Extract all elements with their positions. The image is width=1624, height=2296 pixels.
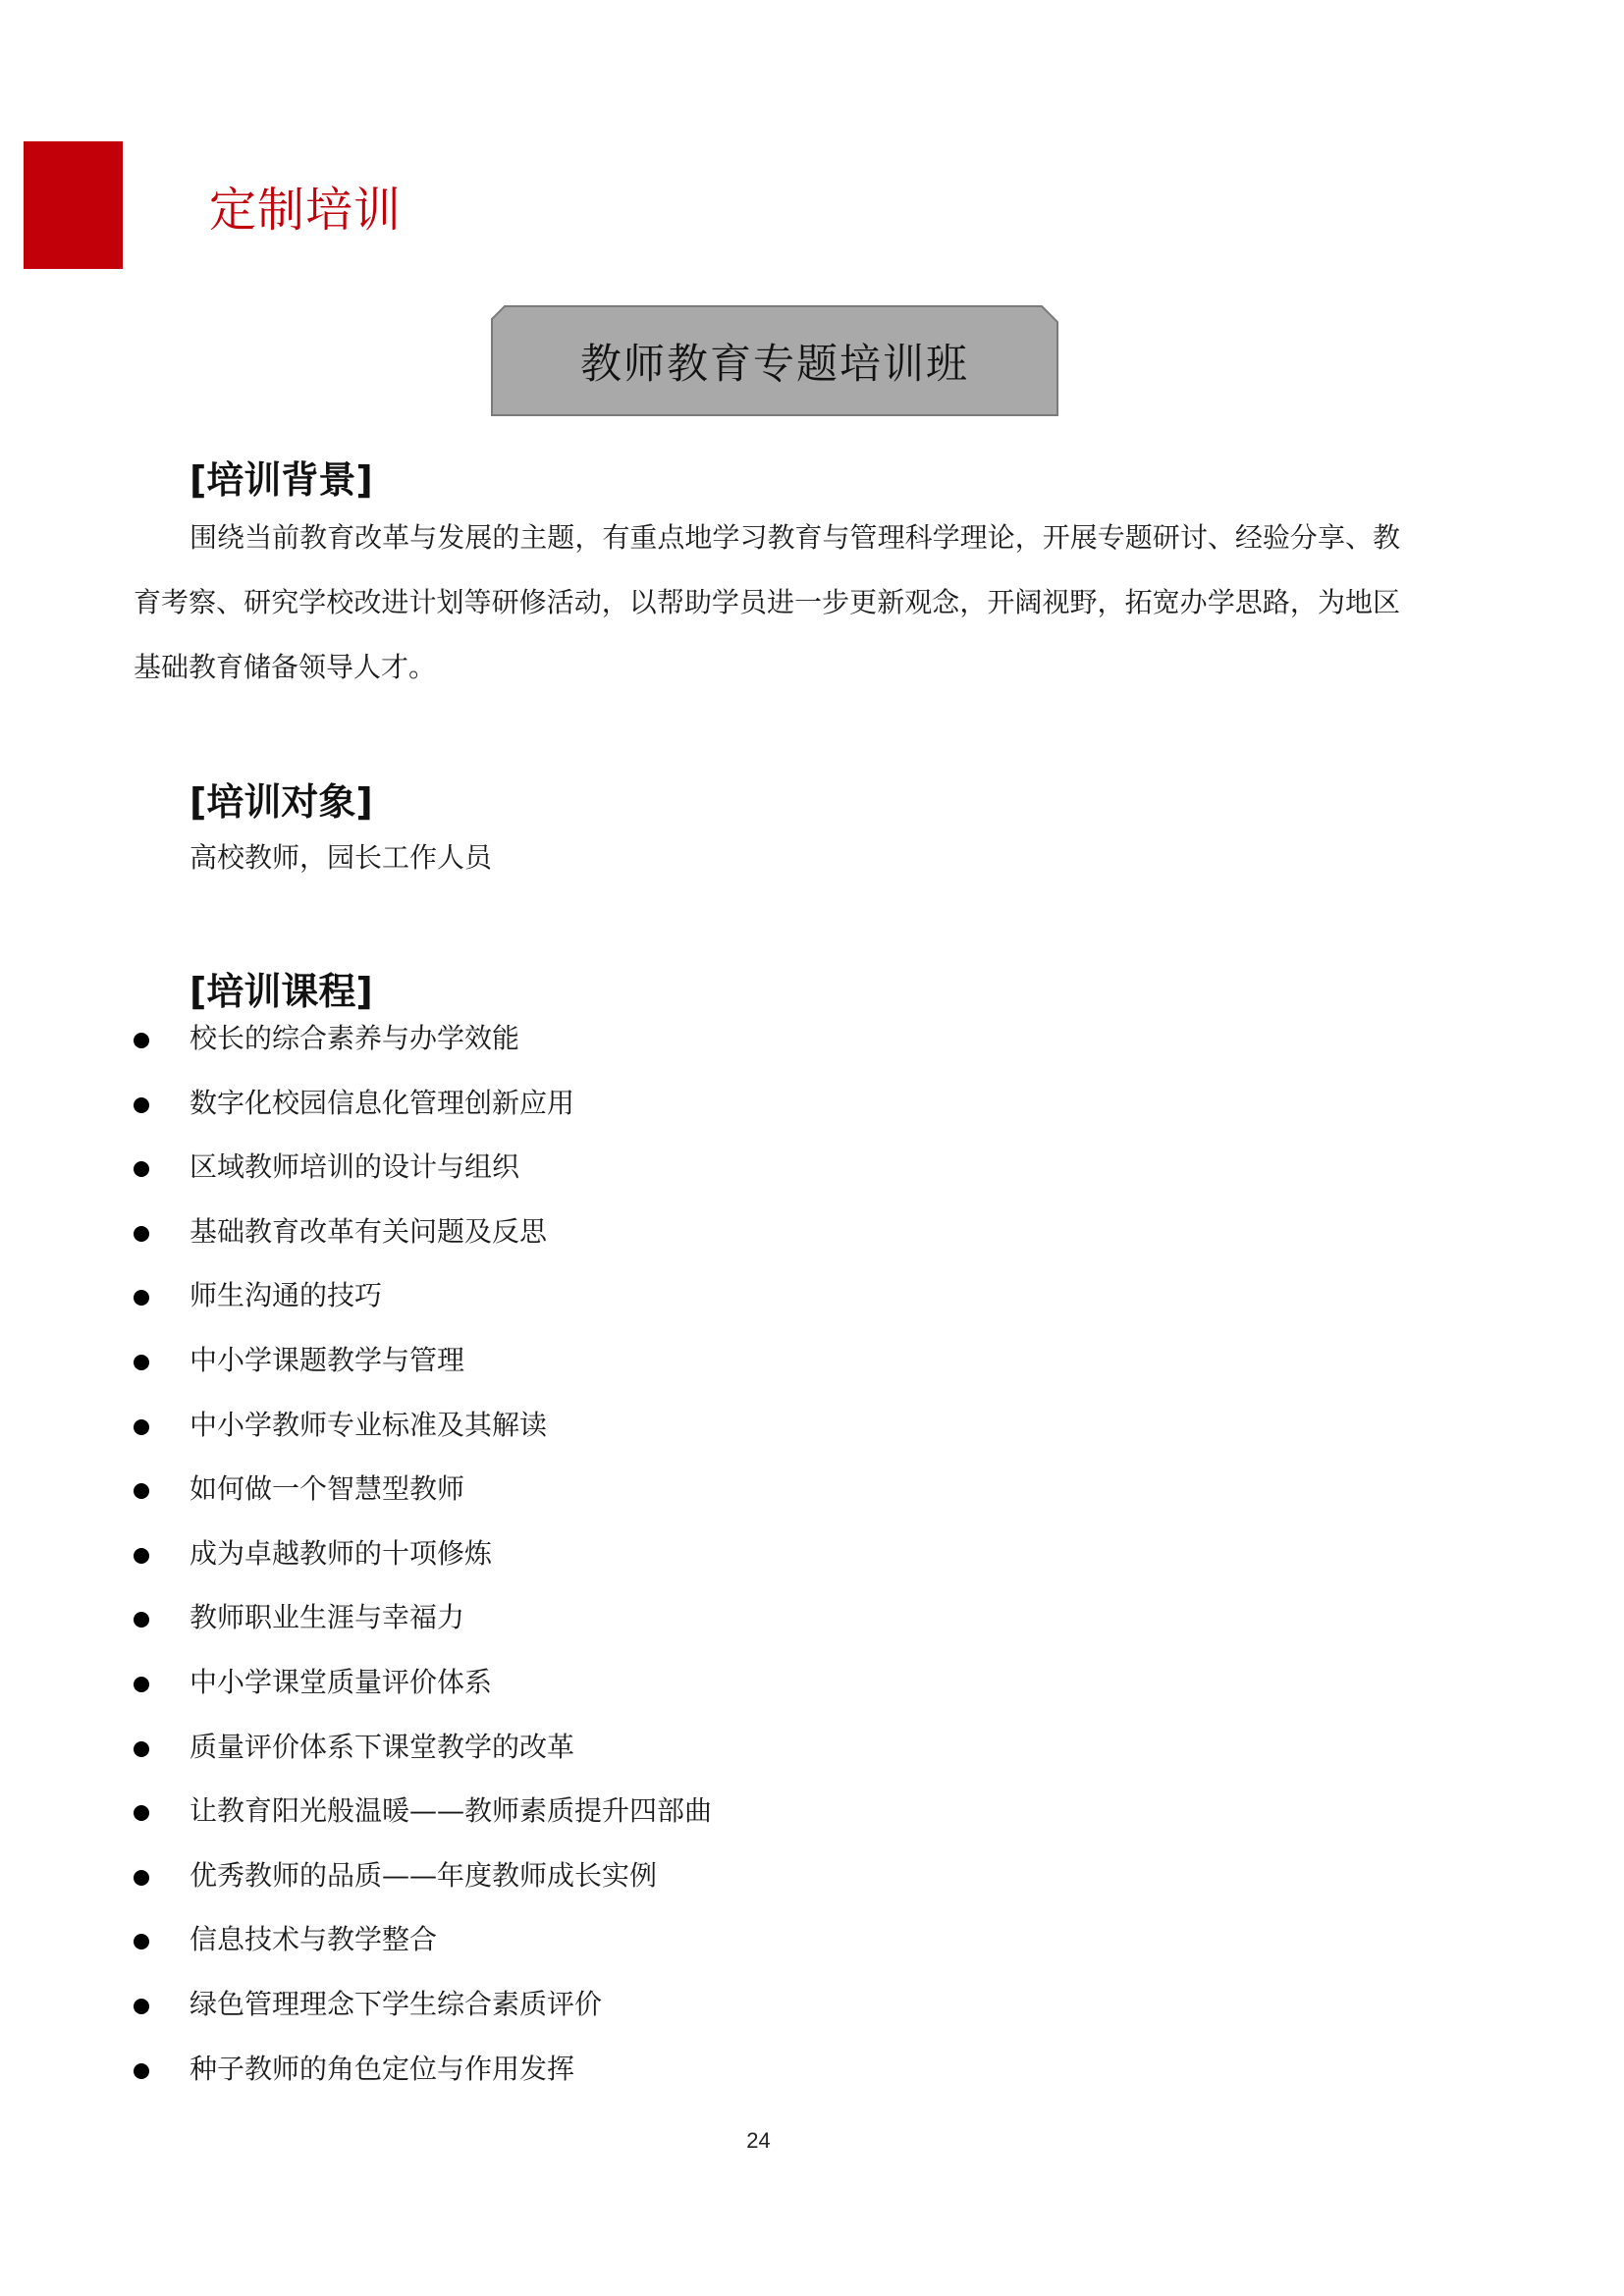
background-heading: [培训背景] xyxy=(189,458,373,502)
list-item xyxy=(134,1665,712,1734)
course-label: 教师职业生涯与幸福力 xyxy=(189,1601,465,1634)
background-paragraph: 围绕当前教育改革与发展的主题，有重点地学习教育与管理科学理论，开展专题研讨、经验分享、教育考察、研究学校改进计划等研修活动，以帮助学员进一步更新观念，开阔视野，拓宽办学思路，为地区基础教育储备领导人才。 xyxy=(134,521,1400,683)
program-title-box xyxy=(491,305,1058,416)
bullet-icon xyxy=(134,1934,149,1949)
course-label: 校长的综合素养与办学效能 xyxy=(189,1022,520,1054)
bullet-icon xyxy=(134,1226,149,1242)
course-list xyxy=(134,1022,713,2119)
bullet-icon xyxy=(134,1548,149,1564)
course-label: 绿色管理理念下学生综合素质评价 xyxy=(189,1987,603,2020)
list-item xyxy=(134,1794,713,1862)
bullet-icon xyxy=(134,1290,149,1306)
list-item xyxy=(134,1214,712,1283)
course-label: 数字化校园信息化管理创新应用 xyxy=(189,1086,575,1119)
courses-heading: [培训课程] xyxy=(189,970,373,1013)
list-item xyxy=(134,1150,712,1218)
bullet-icon xyxy=(134,1033,149,1048)
course-label: 优秀教师的品质——年度教师成长实例 xyxy=(189,1858,658,1892)
course-label: 区域教师培训的设计与组织 xyxy=(189,1150,520,1184)
bullet-icon xyxy=(134,1355,149,1370)
course-label: 质量评价体系下课堂教学的改革 xyxy=(189,1730,575,1763)
list-item xyxy=(134,2052,712,2120)
page-number: 24 xyxy=(746,2128,771,2153)
list-item xyxy=(134,1987,712,2056)
bullet-icon xyxy=(134,1097,149,1113)
bullet-icon xyxy=(134,1870,149,1886)
course-label: 中小学课题教学与管理 xyxy=(189,1343,465,1376)
list-item xyxy=(134,1022,712,1090)
list-item xyxy=(134,1858,712,1927)
course-label: 如何做一个智慧型教师 xyxy=(189,1472,465,1506)
list-item xyxy=(134,1472,712,1540)
bullet-icon xyxy=(134,1741,149,1757)
bullet-icon xyxy=(134,1805,149,1821)
list-item xyxy=(134,1601,712,1669)
course-label: 让教育阳光般温暖——教师素质提升四部曲 xyxy=(189,1794,713,1828)
course-label: 成为卓越教师的十项修炼 xyxy=(189,1536,493,1570)
bullet-icon xyxy=(134,1677,149,1692)
bullet-icon xyxy=(134,1999,149,2014)
course-label: 中小学教师专业标准及其解读 xyxy=(189,1408,548,1441)
course-label: 中小学课堂质量评价体系 xyxy=(189,1665,493,1698)
section-header-title: 定制培训 xyxy=(209,183,403,238)
bullet-icon xyxy=(134,1612,149,1628)
bullet-icon xyxy=(134,1161,149,1177)
bullet-icon xyxy=(134,2063,149,2079)
program-title: 教师教育专题培训班 xyxy=(579,339,969,388)
bullet-icon xyxy=(134,1419,149,1435)
list-item xyxy=(134,1923,712,1991)
course-label: 基础教育改革有关问题及反思 xyxy=(189,1214,548,1248)
course-label: 种子教师的角色定位与作用发挥 xyxy=(189,2052,575,2085)
course-label: 师生沟通的技巧 xyxy=(189,1279,383,1312)
list-item xyxy=(134,1086,712,1154)
audience-text: 高校教师，园长工作人员 xyxy=(189,841,493,874)
section-marker-block xyxy=(24,141,123,269)
list-item xyxy=(134,1279,712,1347)
list-item xyxy=(134,1536,712,1605)
list-item xyxy=(134,1343,712,1412)
list-item xyxy=(134,1730,712,1798)
audience-heading: [培训对象] xyxy=(189,780,373,824)
course-label: 信息技术与教学整合 xyxy=(189,1923,438,1956)
bullet-icon xyxy=(134,1483,149,1499)
list-item xyxy=(134,1408,712,1476)
